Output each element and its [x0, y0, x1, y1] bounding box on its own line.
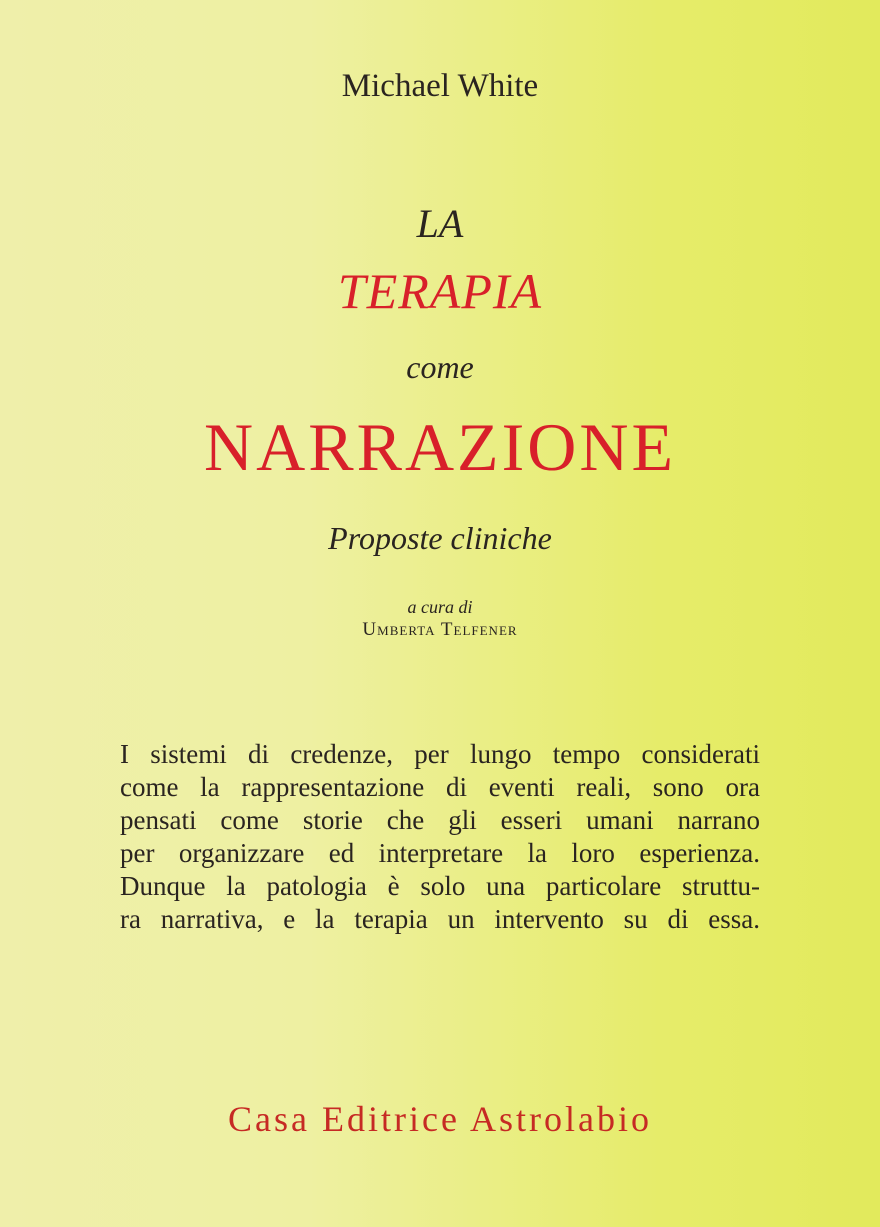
blurb-line: pensati come storie che gli esseri umani narrano	[120, 805, 760, 835]
blurb-line: Dunque la patologia è solo una particolare struttu-	[120, 871, 760, 901]
title-narrazione: NARRAZIONE	[204, 409, 676, 485]
blurb	[120, 738, 760, 936]
blurb-line: per organizzare ed interpretare la loro esperienza.	[120, 838, 760, 868]
curator-name: Umberta Telfener	[362, 619, 518, 640]
title-connector: come	[406, 349, 474, 385]
title-terapia: TERAPIA	[337, 263, 543, 319]
blurb-line: ra narrativa, e la terapia un intervento su di essa.	[120, 904, 760, 934]
blurb-line: I sistemi di credenze, per lungo tempo considerati	[120, 739, 760, 769]
blurb-line: come la rappresentazione di eventi reali, sono ora	[120, 772, 760, 802]
curator-label: a cura di	[407, 597, 473, 617]
author-name: Michael White	[341, 68, 539, 104]
publisher-name: Casa Editrice Astrolabio	[228, 1099, 652, 1139]
title-article: LA	[416, 201, 464, 246]
subtitle: Proposte cliniche	[328, 520, 552, 556]
